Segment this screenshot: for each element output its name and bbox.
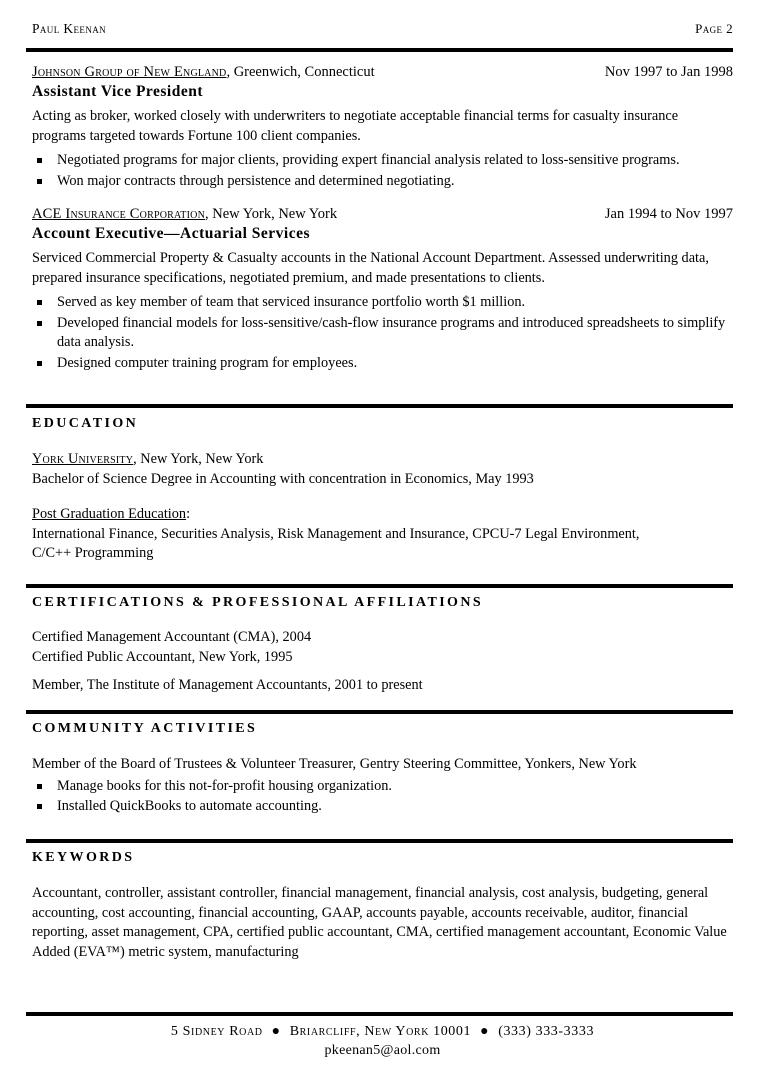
section-keywords — [32, 849, 733, 962]
section-heading-certifications: CERTIFICATIONS & PROFESSIONAL AFFILIATIONS — [32, 595, 484, 610]
school-name: York University — [32, 451, 134, 467]
list-item: Designed computer training program for employees. — [32, 354, 733, 374]
postgrad-colon: : — [186, 506, 191, 522]
postgrad-courses-line-2: C/C++ Programming — [32, 545, 154, 561]
company-location: , New York, New York — [205, 206, 338, 222]
section-certifications — [32, 594, 733, 696]
education-section-rule — [26, 404, 733, 408]
company-heading — [32, 64, 375, 81]
list-item: Manage books for this not-for-profit housing organization. — [32, 777, 733, 797]
membership-item: Member, The Institute of Management Accountants, 2001 to present — [32, 677, 423, 693]
education-degree: Bachelor of Science Degree in Accounting with concentration in Economics, May 1993 — [32, 470, 534, 487]
community-section-rule — [26, 710, 733, 714]
company-location: , Greenwich, Connecticut — [226, 64, 375, 80]
page-footer — [32, 1022, 733, 1060]
company-name: Johnson Group of New England — [32, 64, 227, 80]
job-title: Assistant Vice President — [32, 83, 204, 100]
section-community-activities — [32, 720, 733, 818]
running-header — [32, 21, 733, 37]
list-item: Served as key member of team that serviced insurance portfolio worth $1 million. — [32, 293, 733, 313]
experience-entry-johnson-group — [32, 64, 733, 192]
company-line — [32, 64, 733, 81]
education-school-line — [32, 450, 733, 470]
experience-entry-ace-insurance — [32, 206, 733, 374]
job-title: Account Executive—Actuarial Services — [32, 225, 310, 242]
header-candidate-name: Paul Keenan — [32, 21, 107, 36]
bullet-separator-icon: ● — [480, 1024, 490, 1039]
bullet-separator-icon: ● — [271, 1024, 281, 1039]
company-heading — [32, 206, 337, 223]
postgrad-courses-line-1: International Finance, Securities Analysis, Risk Management and Insurance, CPCU-7 Legal Environment, — [32, 525, 640, 542]
section-heading-education: EDUCATION — [32, 416, 139, 431]
section-heading-keywords: KEYWORDS — [32, 850, 135, 865]
section-education — [32, 415, 733, 564]
community-bullet-list — [32, 777, 733, 817]
list-item: Developed financial models for loss-sensitive/cash-flow insurance programs and introduced spreadsheets to simplify data analysis. — [32, 314, 733, 353]
footer-divider-rule — [26, 1012, 733, 1016]
job-summary: Acting as broker, worked closely with underwriters to negotiate acceptable financial terms for casualty insurance programs targeted towards Fortune 100 client companies. — [32, 108, 679, 144]
keywords-section-rule — [26, 839, 733, 843]
certification-item: Certified Public Accountant, New York, 1995 — [32, 648, 293, 665]
postgrad-label: Post Graduation Education — [32, 506, 187, 522]
company-line — [32, 206, 733, 223]
header-page-number: Page 2 — [695, 21, 733, 36]
school-location: , New York, New York — [133, 451, 264, 467]
certifications-section-rule — [26, 584, 733, 588]
footer-email: pkeenan5@aol.com — [324, 1043, 441, 1058]
header-divider-rule — [26, 48, 733, 52]
employment-dates: Nov 1997 to Jan 1998 — [604, 64, 733, 80]
company-name: ACE Insurance Corporation — [32, 206, 205, 222]
list-item: Won major contracts through persistence and determined negotiating. — [32, 172, 733, 192]
keywords-text: Accountant, controller, assistant controller, financial management, financial analysis, cost analysis, budgeting, general accounting, cost accounting, financial accounting, GAAP, accounts payable, accounts receivable, auditor, financial reporting, asset management, CPA, certified public accountant, CMA, certified management accountant, Economic Value Added (EVA™) metric system, manufacturing — [32, 885, 727, 960]
footer-phone: (333) 333-3333 — [498, 1024, 595, 1039]
list-item: Negotiated programs for major clients, providing expert financial analysis related to loss-sensitive programs. — [32, 151, 733, 171]
certification-item: Certified Management Accountant (CMA), 2004 — [32, 629, 312, 645]
footer-contact-line — [32, 1022, 733, 1041]
job-summary: Serviced Commercial Property & Casualty accounts in the National Account Department. Assessed underwriting data, prepared insurance specifications, negotiated premium, and made presentations to clients. — [32, 250, 709, 286]
section-heading-community: COMMUNITY ACTIVITIES — [32, 721, 258, 736]
job-bullet-list — [32, 293, 733, 373]
footer-address: 5 Sidney Road — [170, 1024, 263, 1039]
footer-city-state-zip: Briarcliff, New York 10001 — [289, 1024, 472, 1039]
list-item: Installed QuickBooks to automate accounting. — [32, 797, 733, 817]
employment-dates: Jan 1994 to Nov 1997 — [604, 206, 733, 222]
community-intro: Member of the Board of Trustees & Volunteer Treasurer, Gentry Steering Committee, Yonkers, New York — [32, 756, 637, 772]
job-bullet-list — [32, 151, 733, 191]
postgrad-label-line — [32, 505, 733, 525]
